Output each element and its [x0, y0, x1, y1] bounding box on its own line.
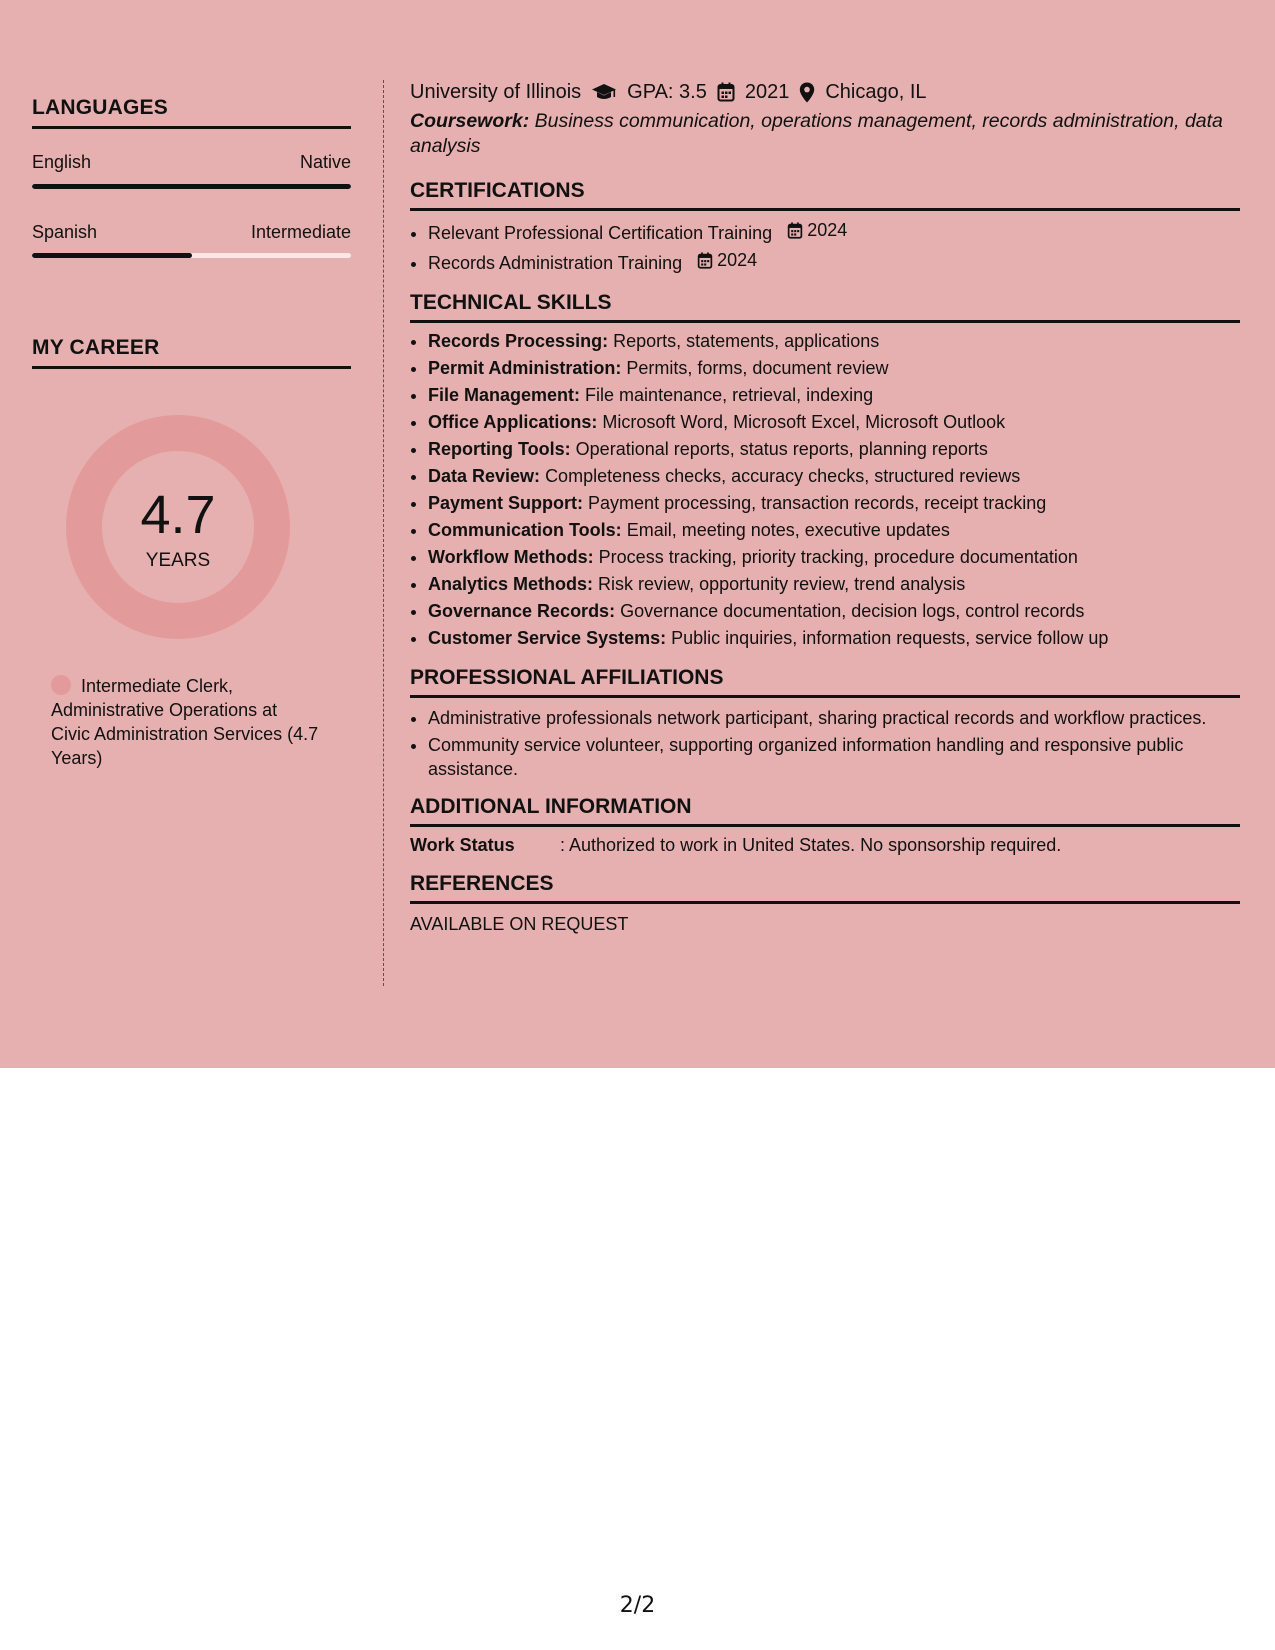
language-proficiency-bar-spanish [32, 253, 351, 258]
skill-name: Customer Service Systems: [428, 628, 667, 648]
career-entry-text: Intermediate Clerk, Administrative Operations at Civic Administration Services (4.7 Years) [51, 676, 319, 768]
technical-skills-heading: TECHNICAL SKILLS [410, 291, 1240, 323]
calendar-icon [717, 82, 735, 102]
work-status-label: Work Status [410, 835, 515, 855]
language-proficiency-fill [32, 184, 351, 189]
certification-year: 2024 [807, 220, 848, 240]
language-name: English [32, 152, 92, 172]
skill-name: Communication Tools: [428, 520, 622, 540]
list-item [428, 382, 1240, 409]
location-pin-icon [799, 82, 815, 103]
career-entry [51, 674, 321, 770]
work-status-value: : Authorized to work in United States. No sponsorship required. [560, 835, 1062, 855]
list-item [428, 409, 1240, 436]
list-item [428, 355, 1240, 382]
list-item [428, 463, 1240, 490]
skill-detail: Email, meeting notes, executive updates [626, 520, 950, 540]
education-year: 2021 [744, 81, 790, 103]
skill-name: Payment Support: [428, 493, 584, 513]
additional-info-heading: ADDITIONAL INFORMATION [410, 795, 1240, 827]
references-heading: REFERENCES [410, 872, 1240, 904]
certifications-list [410, 217, 1240, 277]
education-line [410, 78, 1240, 106]
language-name: Spanish [32, 222, 98, 242]
skill-detail: Payment processing, transaction records, receipt tracking [588, 493, 1047, 513]
education-location: Chicago, IL [825, 81, 927, 103]
skill-detail: Public inquiries, information requests, service follow up [671, 628, 1109, 648]
career-years-value: 4.7 [140, 485, 216, 545]
language-level: Intermediate [250, 222, 351, 242]
list-item [428, 544, 1240, 571]
career-dot-icon [51, 675, 71, 695]
skill-name: Data Review: [428, 466, 541, 486]
work-status-row [410, 835, 1240, 856]
certifications-heading: CERTIFICATIONS [410, 179, 1240, 211]
skill-detail: Operational reports, status reports, planning reports [575, 439, 988, 459]
list-item [428, 436, 1240, 463]
skill-name: Reporting Tools: [428, 439, 571, 459]
calendar-icon [787, 222, 803, 239]
skill-detail: Microsoft Word, Microsoft Excel, Microsoft Outlook [602, 412, 1006, 432]
list-item [428, 517, 1240, 544]
skill-detail: Governance documentation, decision logs, control records [620, 601, 1085, 621]
right-column [410, 78, 1240, 935]
list-item [428, 598, 1240, 625]
column-divider [383, 80, 384, 986]
career-years-donut [66, 415, 290, 639]
certification-year: 2024 [717, 250, 758, 270]
skill-name: Analytics Methods: [428, 574, 594, 594]
skill-detail: Reports, statements, applications [613, 331, 880, 351]
list-item [428, 625, 1240, 652]
list-item [428, 571, 1240, 598]
skill-name: Workflow Methods: [428, 547, 594, 567]
skill-detail: Risk review, opportunity review, trend analysis [598, 574, 966, 594]
career-years-unit: YEARS [145, 550, 211, 571]
list-item [428, 328, 1240, 355]
language-level: Native [299, 152, 351, 172]
skill-detail: Permits, forms, document review [626, 358, 889, 378]
list-item: • Administrative professionals network participant, sharing practical records and workflow practices. [428, 706, 1240, 730]
skill-detail: File maintenance, retrieval, indexing [585, 385, 874, 405]
page-number: 2/2 [619, 1593, 656, 1618]
skill-name: Governance Records: [428, 601, 616, 621]
certification-name: Records Administration Training [428, 253, 683, 273]
graduation-cap-icon [591, 82, 617, 102]
coursework-label: Coursework: [410, 110, 530, 132]
list-item: • Community service volunteer, supporting organized information handling and responsive public assistance. [428, 733, 1240, 781]
skill-name: Permit Administration: [428, 358, 622, 378]
language-proficiency-bar-english [32, 184, 351, 189]
affiliations-list [410, 706, 1240, 781]
career-heading: MY CAREER [32, 336, 351, 369]
calendar-icon [697, 252, 713, 269]
technical-skills-list [410, 328, 1240, 652]
skill-name: Office Applications: [428, 412, 598, 432]
coursework-text: Business communication, operations management, records administration, data analysis [410, 110, 1223, 157]
list-item [428, 247, 1240, 277]
skill-name: File Management: [428, 385, 581, 405]
education-school: University of Illinois [410, 81, 582, 103]
list-item [428, 490, 1240, 517]
education-gpa: GPA: 3.5 [627, 81, 707, 103]
references-value: AVAILABLE ON REQUEST [410, 914, 629, 934]
list-item [428, 217, 1240, 247]
skill-detail: Process tracking, priority tracking, procedure documentation [598, 547, 1078, 567]
language-proficiency-fill [32, 253, 192, 258]
education-coursework [410, 109, 1240, 159]
certification-name: Relevant Professional Certification Training [428, 223, 773, 243]
affiliations-heading: PROFESSIONAL AFFILIATIONS [410, 666, 1240, 698]
languages-heading: LANGUAGES [32, 96, 351, 129]
skill-detail: Completeness checks, accuracy checks, structured reviews [545, 466, 1021, 486]
skill-name: Records Processing: [428, 331, 609, 351]
